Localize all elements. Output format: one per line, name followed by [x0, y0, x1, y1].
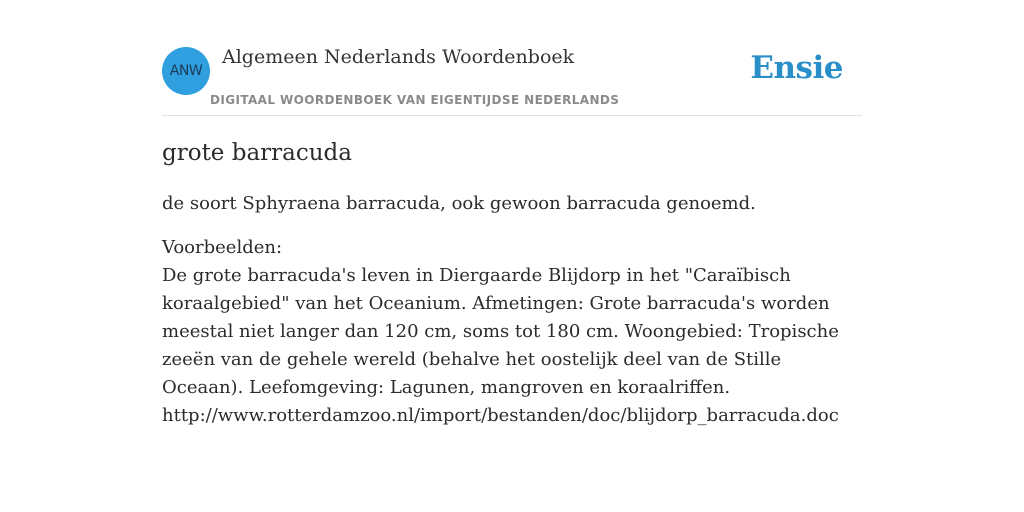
definition: de soort Sphyraena barracuda, ook gewoon barracuda genoemd. [162, 193, 756, 214]
anw-logo-text: ANW [169, 63, 203, 79]
site-title[interactable]: Algemeen Nederlands Woordenboek [222, 46, 575, 68]
anw-logo[interactable] [162, 47, 210, 95]
examples-label: Voorbeelden: [162, 237, 283, 258]
headword: grote barracuda [162, 140, 352, 166]
ensie-brand-link[interactable]: Ensie [750, 50, 843, 86]
site-subtitle: DIGITAAL WOORDENBOEK VAN EIGENTIJDSE NEDERLANDS [210, 93, 620, 107]
site-header [162, 40, 862, 116]
entry-card [162, 40, 862, 430]
examples-text: De grote barracuda's leven in Diergaarde Blijdorp in het "Caraïbisch koraalgebied" van het Oceanium. Afmetingen: Grote barracuda's worden meestal niet langer dan 120 cm, soms tot 180 cm. Woongebied: Tropische zeeën van de gehele wereld (behalve het oostelijk deel van de Stille Oceaan). Leefomgeving: Lagunen, mangroven en koraalriffen. http://www.rotterdamzoo.nl/import/bestanden/doc/blijdorp_barracuda.doc [162, 265, 839, 426]
examples-section [162, 234, 862, 430]
